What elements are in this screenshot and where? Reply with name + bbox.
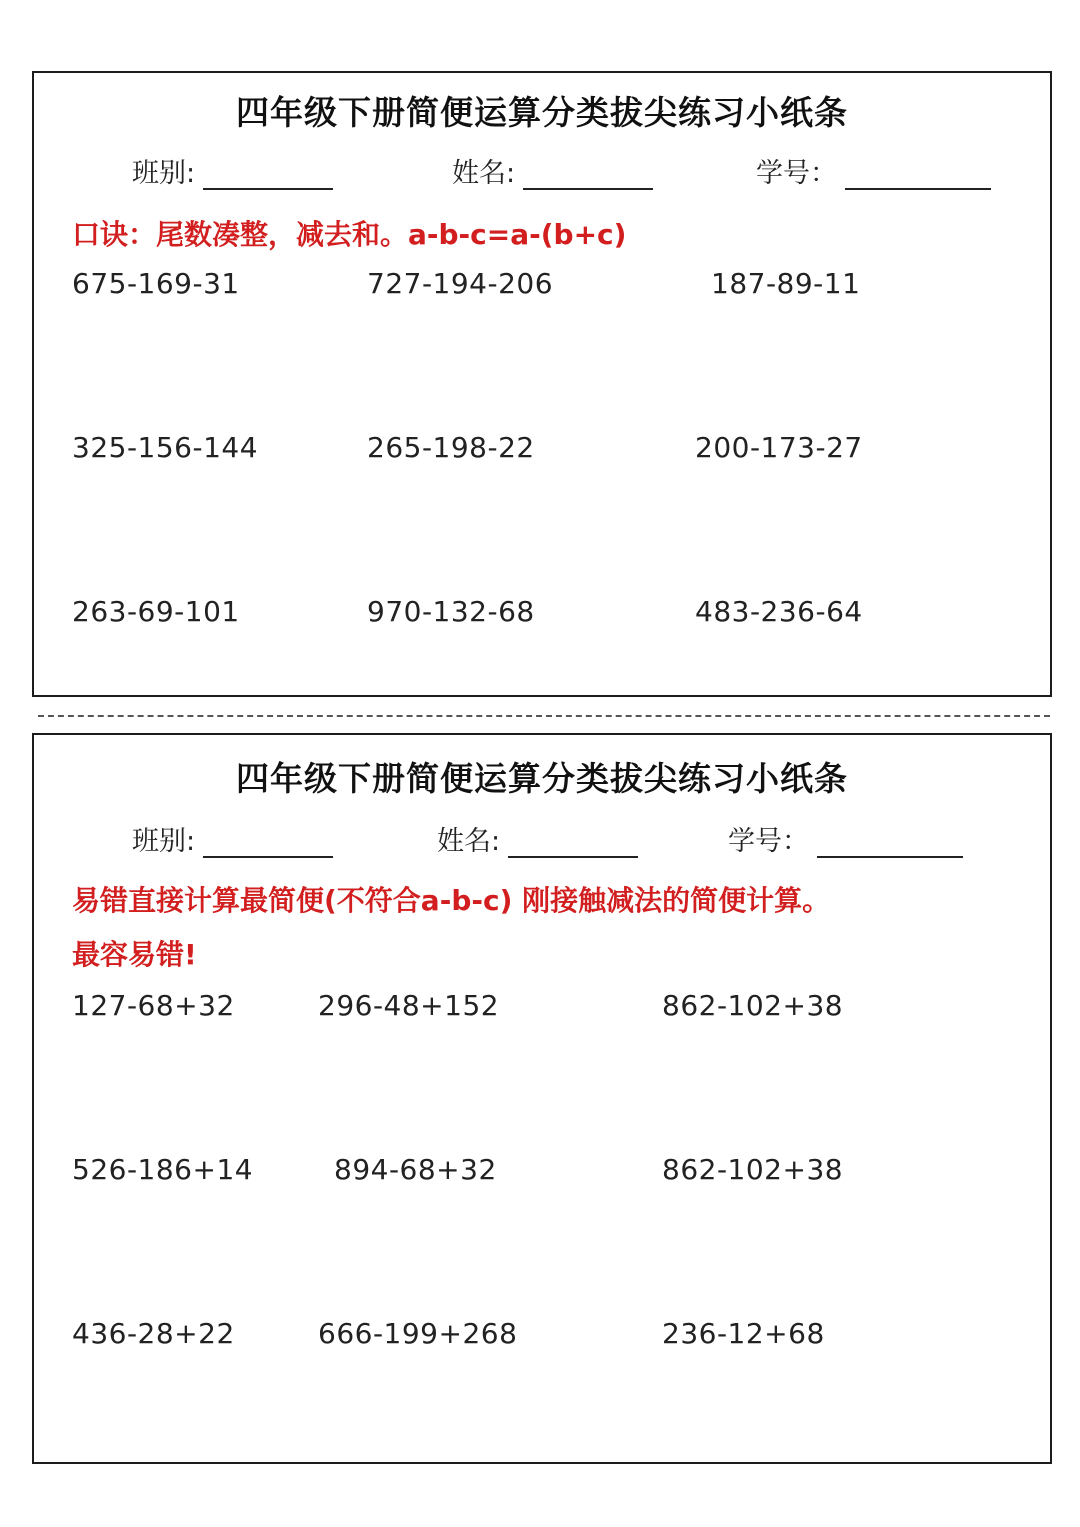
- problem: 265-198-22: [367, 431, 535, 464]
- exercise-strip-2: [32, 733, 1052, 1464]
- class-label: 班别:: [132, 826, 196, 857]
- number-blank[interactable]: [817, 828, 963, 858]
- name-field: [452, 151, 653, 190]
- name-field: [437, 819, 638, 858]
- class-label: 班别:: [132, 158, 196, 189]
- problem: 325-156-144: [72, 431, 259, 464]
- problem: 263-69-101: [72, 595, 240, 628]
- number-label: 学号：: [728, 826, 809, 857]
- exercise-strip-1: [32, 71, 1052, 697]
- problem: 127-68+32: [72, 989, 235, 1022]
- problem: 526-186+14: [72, 1153, 254, 1186]
- number-field: [756, 151, 991, 190]
- name-label: 姓名:: [452, 158, 516, 189]
- strip-title: 四年级下册简便运算分类拔尖练习小纸条: [236, 759, 848, 798]
- problem: 436-28+22: [72, 1317, 235, 1350]
- number-label: 学号：: [756, 158, 837, 189]
- problem: 236-12+68: [662, 1317, 825, 1350]
- class-blank[interactable]: [203, 828, 333, 858]
- problem: 727-194-206: [367, 267, 554, 300]
- rule-text-warning: 最容易错!: [72, 938, 197, 971]
- problem: 200-173-27: [695, 431, 863, 464]
- problem: 296-48+152: [318, 989, 500, 1022]
- problem: 970-132-68: [367, 595, 535, 628]
- name-blank[interactable]: [508, 828, 638, 858]
- class-field: [132, 819, 333, 858]
- cut-line: [38, 715, 1050, 717]
- class-blank[interactable]: [203, 160, 333, 190]
- name-blank[interactable]: [523, 160, 653, 190]
- problem: 862-102+38: [662, 989, 844, 1022]
- problem: 187-89-11: [711, 267, 861, 300]
- strip-title: 四年级下册简便运算分类拔尖练习小纸条: [236, 93, 848, 132]
- rule-text: 口诀：尾数凑整，减去和。a-b-c=a-(b+c): [72, 218, 627, 251]
- problem: 666-199+268: [318, 1317, 518, 1350]
- problem: 894-68+32: [334, 1153, 497, 1186]
- problem: 483-236-64: [695, 595, 863, 628]
- rule-text: 易错直接计算最简便(不符合a-b-c) 刚接触减法的简便计算。: [72, 884, 831, 917]
- problem: 675-169-31: [72, 267, 240, 300]
- class-field: [132, 151, 333, 190]
- name-label: 姓名:: [437, 826, 501, 857]
- number-blank[interactable]: [845, 160, 991, 190]
- problem: 862-102+38: [662, 1153, 844, 1186]
- number-field: [728, 819, 963, 858]
